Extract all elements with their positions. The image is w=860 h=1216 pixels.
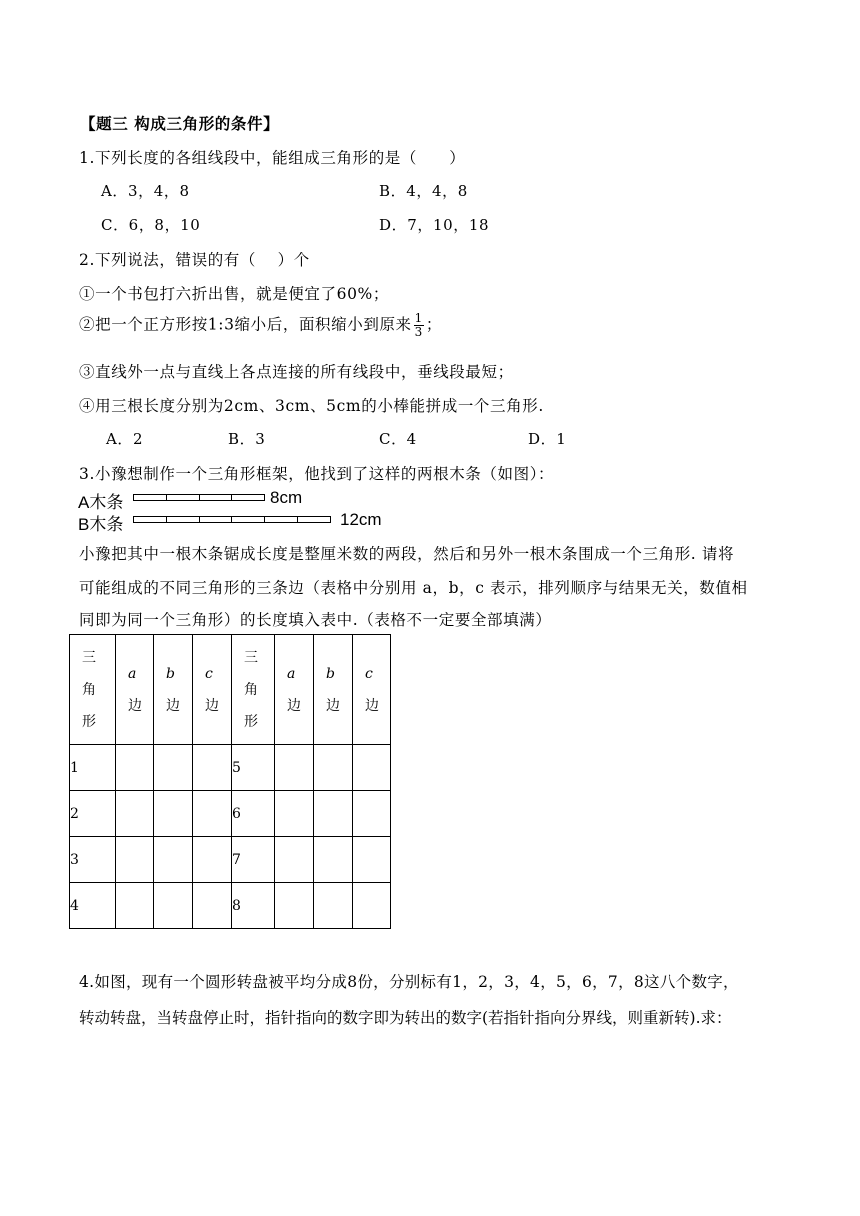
header-side-letter: c xyxy=(365,665,373,682)
stick-b-length: 12cm xyxy=(340,510,382,529)
header-triangle-char: 三 xyxy=(244,649,258,666)
q1-option-a: A．3，4，8 xyxy=(101,182,190,200)
answer-cell[interactable] xyxy=(314,883,353,929)
header-side-char: 边 xyxy=(205,697,219,714)
row-number: 5 xyxy=(232,745,275,791)
fraction-denominator: 3 xyxy=(414,325,423,339)
header-triangle-char: 形 xyxy=(82,713,96,730)
header-side-c xyxy=(193,635,232,745)
answer-cell[interactable] xyxy=(353,791,391,837)
q2-statement-3: ③直线外一点与直线上各点连接的所有线段中，垂线段最短； xyxy=(79,363,514,381)
header-side-b xyxy=(314,635,353,745)
header-side-letter: a xyxy=(128,665,137,682)
table-row xyxy=(70,791,391,837)
answer-cell[interactable] xyxy=(193,837,232,883)
q2-stem: 2.下列说法，错误的有（ ）个 xyxy=(79,251,310,269)
answer-cell[interactable] xyxy=(154,837,193,883)
row-number: 8 xyxy=(232,883,275,929)
header-side-letter: a xyxy=(287,665,296,682)
header-triangle-char: 角 xyxy=(244,681,258,698)
q1-option-c: C．6，8，10 xyxy=(101,216,201,234)
row-number: 7 xyxy=(232,837,275,883)
row-number: 2 xyxy=(70,791,116,837)
row-number: 1 xyxy=(70,745,116,791)
fraction-numerator: 1 xyxy=(414,311,423,325)
header-side-letter: b xyxy=(166,665,175,682)
answer-cell[interactable] xyxy=(116,837,154,883)
table-row xyxy=(70,837,391,883)
answer-cell[interactable] xyxy=(193,791,232,837)
answer-cell[interactable] xyxy=(154,745,193,791)
triangle-sides-table xyxy=(69,634,391,929)
answer-cell[interactable] xyxy=(314,745,353,791)
q3-paragraph-line-3: 同即为同一个三角形）的长度填入表中.（表格不一定要全部填满） xyxy=(79,611,552,629)
answer-cell[interactable] xyxy=(275,837,314,883)
stick-a-bar xyxy=(133,494,265,501)
table-row xyxy=(70,745,391,791)
row-number: 3 xyxy=(70,837,116,883)
row-number: 6 xyxy=(232,791,275,837)
header-side-c xyxy=(353,635,391,745)
fraction-one-third xyxy=(414,312,424,339)
stick-a-label: A木条 xyxy=(78,493,124,512)
q2-option-c: C．4 xyxy=(379,430,417,448)
q2-statement-2-text: ②把一个正方形按1:3缩小后，面积缩小到原来 xyxy=(79,315,412,334)
header-triangle-char: 角 xyxy=(82,681,96,698)
section-title: 【题三 构成三角形的条件】 xyxy=(80,114,280,133)
header-side-char: 边 xyxy=(287,697,301,714)
table-row xyxy=(70,883,391,929)
row-number: 4 xyxy=(70,883,116,929)
header-side-letter: b xyxy=(326,665,335,682)
q1-option-b: B．4，4，8 xyxy=(379,182,468,200)
header-triangle xyxy=(232,635,275,745)
header-triangle-char: 三 xyxy=(82,649,96,666)
q2-statement-1: ①一个书包打六折出售，就是便宜了60%； xyxy=(79,285,389,303)
answer-cell[interactable] xyxy=(353,837,391,883)
stick-a-length: 8cm xyxy=(270,488,303,507)
answer-cell[interactable] xyxy=(353,883,391,929)
header-side-char: 边 xyxy=(326,697,340,714)
answer-cell[interactable] xyxy=(314,791,353,837)
answer-cell[interactable] xyxy=(116,883,154,929)
answer-cell[interactable] xyxy=(353,745,391,791)
q1-option-d: D．7，10，18 xyxy=(379,216,490,234)
q2-option-a: A．2 xyxy=(106,430,144,448)
q2-option-d: D．1 xyxy=(528,430,567,448)
header-side-a xyxy=(275,635,314,745)
q2-option-b: B．3 xyxy=(228,430,266,448)
header-triangle-char: 形 xyxy=(244,713,258,730)
answer-cell[interactable] xyxy=(116,791,154,837)
answer-cell[interactable] xyxy=(116,745,154,791)
header-side-a xyxy=(116,635,154,745)
answer-cell[interactable] xyxy=(154,791,193,837)
q3-stem: 3.小豫想制作一个三角形框架，他找到了这样的两根木条（如图）： xyxy=(79,465,555,483)
answer-cell[interactable] xyxy=(193,883,232,929)
answer-cell[interactable] xyxy=(275,745,314,791)
answer-cell[interactable] xyxy=(193,745,232,791)
header-side-char: 边 xyxy=(365,697,379,714)
header-triangle xyxy=(70,635,116,745)
q4-line-2: 转动转盘，当转盘停止时，指针指向的数字即为转出的数字(若指针指向分界线，则重新转).求： xyxy=(79,1009,732,1027)
table-header-row xyxy=(70,635,391,745)
q3-paragraph-line-1: 小豫把其中一根木条锯成长度是整厘米数的两段，然后和另外一根木条围成一个三角形. 请将 xyxy=(79,545,735,563)
header-side-b xyxy=(154,635,193,745)
q2-statement-2-end: ； xyxy=(425,315,443,334)
answer-cell[interactable] xyxy=(275,883,314,929)
stick-b-bar xyxy=(133,516,331,523)
q2-statement-2 xyxy=(79,312,442,339)
q4-line-1: 4.如图，现有一个圆形转盘被平均分成8份，分别标有1，2，3，4，5，6，7，8这八个数字， xyxy=(79,973,739,991)
header-side-letter: c xyxy=(205,665,213,682)
q3-paragraph-line-2: 可能组成的不同三角形的三条边（表格中分别用 a，b，c 表示，排列顺序与结果无关，数值相 xyxy=(79,579,748,597)
header-side-char: 边 xyxy=(128,697,142,714)
q1-stem: 1.下列长度的各组线段中，能组成三角形的是（ ） xyxy=(79,149,466,167)
stick-b-label: B木条 xyxy=(78,515,124,534)
header-side-char: 边 xyxy=(166,697,180,714)
q2-statement-4: ④用三根长度分别为2cm、3cm、5cm的小棒能拼成一个三角形. xyxy=(79,397,544,415)
answer-cell[interactable] xyxy=(275,791,314,837)
answer-cell[interactable] xyxy=(314,837,353,883)
answer-cell[interactable] xyxy=(154,883,193,929)
